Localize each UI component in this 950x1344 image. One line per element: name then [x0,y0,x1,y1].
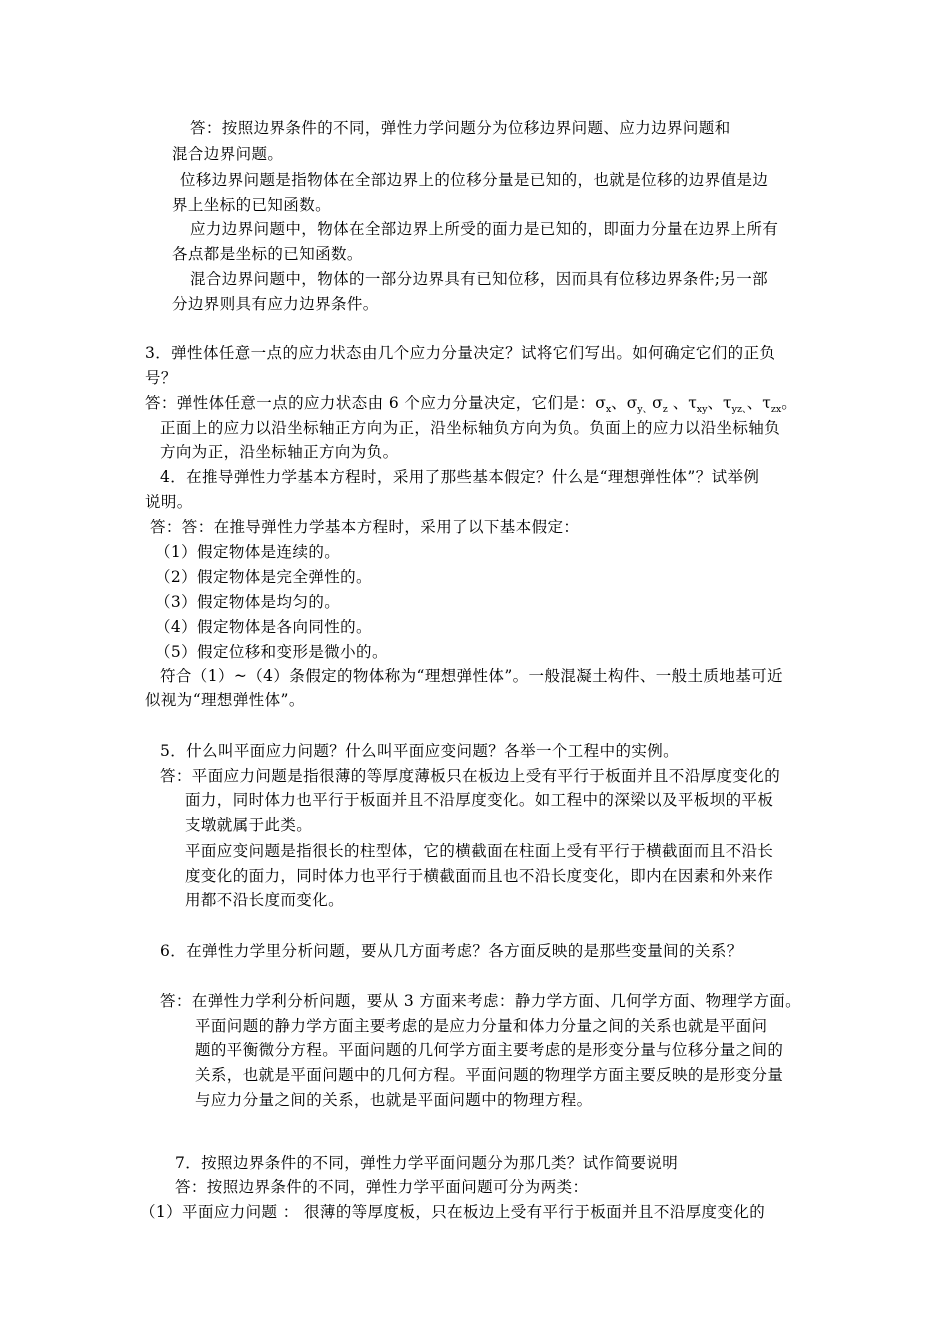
question-4-line-1: 4．在推导弹性力学基本方程时，采用了那些基本假定？什么是“理想弹性体”？试举例 [160,468,760,486]
assumption-2: （2）假定物体是完全弹性的。 [155,568,372,586]
answer-2-line-1: 答：按照边界条件的不同，弹性力学问题分为位移边界问题、应力边界问题和 [190,119,731,137]
answer-2-line-5: 应力边界问题中，物体在全部边界上所受的面力是已知的，即面力分量在边界上所有 [190,220,779,238]
assumption-3: （3）假定物体是均匀的。 [155,593,341,611]
question-5: 5．什么叫平面应力问题？什么叫平面应变问题？各举一个工程中的实例。 [160,742,680,760]
answer-4-line-2: 符合（1）~（4）条假定的物体称为“理想弹性体”。一般混凝土构件、一般土质地基可近 [160,667,783,685]
answer-6-line-5: 与应力分量之间的关系，也就是平面问题中的物理方程。 [195,1091,593,1109]
tau-yz-subscript: yz、 [731,404,747,415]
answer-5-line-4: 平面应变问题是指很长的柱型体，它的横截面在柱面上受有平行于横截面而且不沿长 [185,842,774,860]
answer-2-line-7: 混合边界问题中，物体的一部分边界具有已知位移，因而具有位移边界条件;另一部 [190,270,769,288]
answer-2-line-3: 位移边界问题是指物体在全部边界上的位移分量是已知的，也就是位移的边界值是边 [180,171,769,189]
answer-7-line-2: （1）平面应力问题 ： 很薄的等厚度板，只在板边上受有平行于板面并且不沿厚度变化的 [140,1203,766,1221]
question-3-line-1: 3．弹性体任意一点的应力状态由几个应力分量决定？试将它们写出。如何确定它们的正负 [145,344,776,362]
sigma-z-subscript: z [662,404,668,415]
sigma-y: σ [626,394,638,412]
period: 。 [781,394,797,412]
answer-5-line-5: 度变化的面力，同时体力也平行于横截面而且也不沿长度变化，即内在因素和外来作 [185,867,774,885]
tau-xy: τ [688,394,697,412]
question-4-line-2: 说明。 [145,493,193,511]
question-3-line-2: 号？ [145,369,177,387]
separator: 、 [667,394,689,412]
answer-3-line-2: 正面上的应力以沿坐标轴正方向为正，沿坐标轴负方向为负。负面上的应力以沿坐标轴负 [160,419,781,437]
answer-2-line-4: 界上坐标的已知函数。 [172,196,332,214]
answer-7-line-1: 答：按照边界条件的不同，弹性力学平面问题可分为两类： [175,1178,589,1196]
question-7: 7．按照边界条件的不同，弹性力学平面问题分为那几类？试作简要说明 [175,1154,679,1172]
answer-3-line-1 [145,393,797,420]
question-6: 6．在弹性力学里分析问题，要从几方面考虑？各方面反映的是那些变量间的关系？ [160,942,743,960]
sigma-x: σ [595,394,606,412]
answer-6-line-3: 题的平衡微分方程。平面问题的几何学方面主要考虑的是形变分量与位移分量之间的 [195,1041,784,1059]
separator: 、 [746,394,763,412]
assumption-1: （1）假定物体是连续的。 [155,543,341,561]
answer-2-line-8: 分边界则具有应力边界条件。 [172,295,379,313]
answer-2-line-6: 各点都是坐标的已知函数。 [172,245,363,263]
assumption-5: （5）假定位移和变形是微小的。 [155,643,388,661]
stress-components [595,394,797,415]
sigma-x-subscript: x [605,404,612,415]
answer-4-line-3: 似视为“理想弹性体”。 [145,691,305,709]
answer-4-line-1: 答：答：在推导弹性力学基本方程时，采用了以下基本假定： [150,518,580,536]
separator: 、 [611,394,627,412]
answer-3-text: 答：弹性体任意一点的应力状态由 6 个应力分量决定，它们是： [145,394,596,412]
separator: 、 [707,394,724,412]
tau-zx: τ [762,394,771,412]
answer-5-line-1: 答：平面应力问题是指很薄的等厚度薄板只在板边上受有平行于板面并且不沿厚度变化的 [160,767,781,785]
answer-6-line-4: 关系，也就是平面问题中的几何方程。平面问题的物理学方面主要反映的是形变分量 [195,1066,784,1084]
answer-6-line-1: 答：在弹性力学利分析问题，要从 3 方面来考虑：静力学方面、几何学方面、物理学方面。 [160,992,802,1010]
assumption-4: （4）假定物体是各向同性的。 [155,618,372,636]
answer-5-line-2: 面力，同时体力也平行于板面并且不沿厚度变化。如工程中的深梁以及平板坝的平板 [185,791,774,809]
answer-5-line-6: 用都不沿长度而变化。 [185,891,345,909]
tau-zx-subscript: zx [770,404,782,415]
answer-3-line-3: 方向为正，沿坐标轴正方向为负。 [160,443,399,461]
sigma-y-subscript: y、 [637,404,653,415]
sigma-z: σ [652,394,663,412]
tau-yz: τ [723,394,732,412]
answer-6-line-2: 平面问题的静力学方面主要考虑的是应力分量和体力分量之间的关系也就是平面问 [195,1017,768,1035]
answer-2-line-2: 混合边界问题。 [172,145,284,163]
tau-xy-subscript: xy [696,404,708,415]
answer-5-line-3: 支墩就属于此类。 [185,816,313,834]
